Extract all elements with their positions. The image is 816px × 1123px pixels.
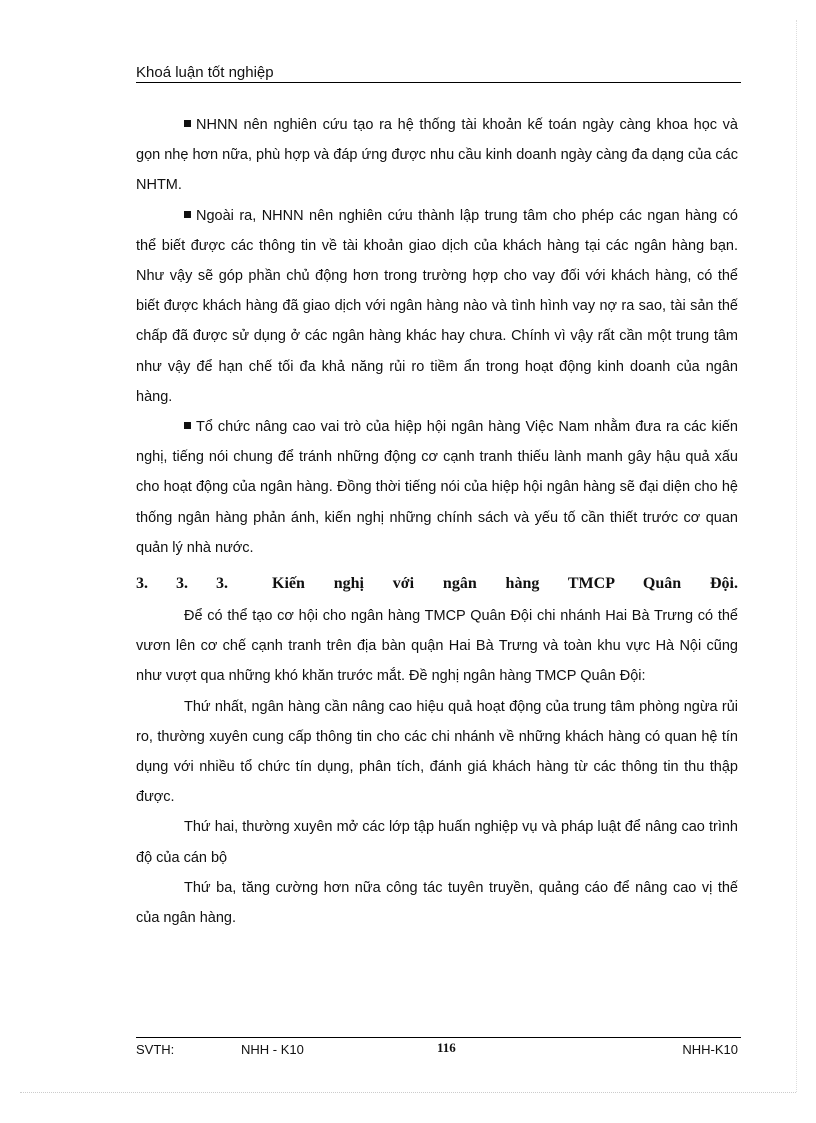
paragraph-4: Thứ ba, tăng cường hơn nữa công tác tuyên truyền, quảng cáo để nâng cao vị thế của ngân hàng. [136, 879, 738, 927]
footer-rule [136, 1037, 741, 1038]
bullet-icon [184, 211, 191, 218]
footer-class-left: NHH - K10 [241, 1042, 304, 1057]
paragraph-1: Để có thể tạo cơ hội cho ngân hàng TMCP Quân Đội chi nhánh Hai Bà Trưng có thể vươn lên cơ chế cạnh tranh trên địa bàn quận Hai Bà Trưng và toàn khu vực Hà Nội cũng như vượt qua những khó khăn trước mắt. Đề nghị ngân hàng TMCP Quân Đội: [136, 608, 738, 685]
section-heading [136, 569, 738, 599]
page-border-right [796, 20, 797, 1092]
bullet-icon [184, 422, 191, 429]
paragraph-bullet-3: Tổ chức nâng cao vai trò của hiệp hội ngân hàng Việc Nam nhằm đưa ra các kiến nghị, tiếng nói chung để tránh những động cơ cạnh tranh thiếu lành manh gây hậu quả xấu cho hoạt động của ngân hàng. Đồng thời tiếng nói của hiệp hội ngân hàng sẽ đại diện cho hệ thống ngân hàng phản ánh, kiến nghị những chính sách và yếu tố cần thiết trước cơ quan quản lý nhà nước. [136, 419, 738, 556]
footer-class-right: NHH-K10 [682, 1042, 738, 1057]
bullet-icon [184, 120, 191, 127]
paragraph-bullet-2: Ngoài ra, NHNN nên nghiên cứu thành lập trung tâm cho phép các ngan hàng có thể biết được các thông tin về tài khoản giao dịch của khách hàng tại các ngân hàng bạn. Như vậy sẽ góp phần chủ động hơn trong trường hợp cho vay đối với khách hàng, có thể biết được khách hàng đã giao dịch với ngân hàng nào và tình hình vay nợ ra sao, tài sản thế chấp đã được sử dụng ở các ngân hàng khác hay chưa. Chính vì vậy rất cần một trung tâm như vậy để hạn chế tối đa khả năng rủi ro tiềm ẩn trong hoạt động kinh doanh của ngân hàng. [136, 207, 738, 405]
footer-svth: SVTH: [136, 1042, 175, 1057]
paragraph-bullet-1: NHNN nên nghiên cứu tạo ra hệ thống tài khoản kế toán ngày càng khoa học và gọn nhẹ hơn nữa, phù hợp và đáp ứng được nhu cầu kinh doanh ngày càng đa dạng của các NHTM. [136, 117, 738, 194]
section-number: 3. 3. 3. [136, 575, 228, 593]
header-title: Khoá luận tốt nghiệp [136, 64, 274, 81]
paragraph-2: Thứ nhất, ngân hàng cần nâng cao hiệu quả hoạt động của trung tâm phòng ngừa rủi ro, thường xuyên cung cấp thông tin cho các chi nhánh về những khách hàng có quan hệ tín dụng với nhiều tổ chức tín dụng, phân tích, đánh giá khách hàng từ các thông tin thu thập được. [136, 698, 738, 806]
paragraph-3: Thứ hai, thường xuyên mở các lớp tập huấn nghiệp vụ và pháp luật để nâng cao trình độ của cán bộ [136, 819, 738, 866]
header-rule [136, 82, 741, 83]
section-title: Kiến nghị với ngân hàng TMCP Quân Đội. [272, 575, 738, 593]
document-body [136, 110, 738, 933]
page-border-bottom [20, 1092, 796, 1093]
page-number: 116 [437, 1040, 456, 1055]
